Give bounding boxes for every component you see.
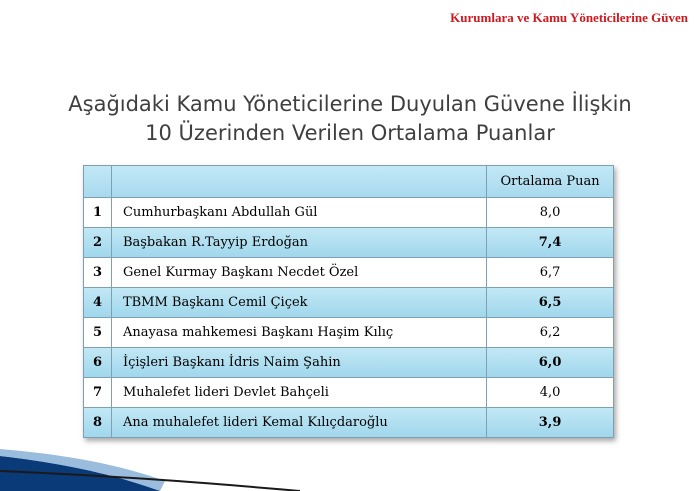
table-row — [84, 258, 614, 288]
row-number: 5 — [84, 318, 112, 348]
header-score-cell: Ortalama Puan — [487, 166, 614, 198]
row-score: 6,0 — [487, 348, 614, 378]
row-number: 6 — [84, 348, 112, 378]
row-score: 7,4 — [487, 228, 614, 258]
row-official-name: İçişleri Başkanı İdris Naim Şahin — [111, 348, 486, 378]
row-number: 7 — [84, 378, 112, 408]
header-name-cell — [111, 166, 486, 198]
row-official-name: Genel Kurmay Başkanı Necdet Özel — [111, 258, 486, 288]
table-row — [84, 228, 614, 258]
decorative-swoosh — [0, 441, 700, 491]
row-score: 6,5 — [487, 288, 614, 318]
table-row — [84, 198, 614, 228]
scores-table-container — [83, 165, 614, 438]
row-score: 3,9 — [487, 408, 614, 438]
row-score: 4,0 — [487, 378, 614, 408]
row-number: 4 — [84, 288, 112, 318]
row-number: 3 — [84, 258, 112, 288]
row-number: 1 — [84, 198, 112, 228]
scores-table — [83, 165, 614, 438]
row-official-name: Muhalefet lideri Devlet Bahçeli — [111, 378, 486, 408]
row-official-name: Anayasa mahkemesi Başkanı Haşim Kılıç — [111, 318, 486, 348]
table-row — [84, 288, 614, 318]
row-score: 6,2 — [487, 318, 614, 348]
row-official-name: Cumhurbaşkanı Abdullah Gül — [111, 198, 486, 228]
slide-header-label: Kurumlara ve Kamu Yöneticilerine Güven — [450, 10, 688, 25]
row-official-name: Başbakan R.Tayyip Erdoğan — [111, 228, 486, 258]
title-line-1: Aşağıdaki Kamu Yöneticilerine Duyulan Güvene İlişkin — [68, 92, 632, 116]
row-score: 6,7 — [487, 258, 614, 288]
row-number: 8 — [84, 408, 112, 438]
table-header-row — [84, 166, 614, 198]
table-row — [84, 318, 614, 348]
table-row — [84, 378, 614, 408]
row-number: 2 — [84, 228, 112, 258]
slide-title — [0, 90, 700, 148]
table-row — [84, 348, 614, 378]
header-num-cell — [84, 166, 112, 198]
row-official-name: TBMM Başkanı Cemil Çiçek — [111, 288, 486, 318]
title-line-2: 10 Üzerinden Verilen Ortalama Puanlar — [145, 121, 555, 145]
row-official-name: Ana muhalefet lideri Kemal Kılıçdaroğlu — [111, 408, 486, 438]
row-score: 8,0 — [487, 198, 614, 228]
table-row — [84, 408, 614, 438]
